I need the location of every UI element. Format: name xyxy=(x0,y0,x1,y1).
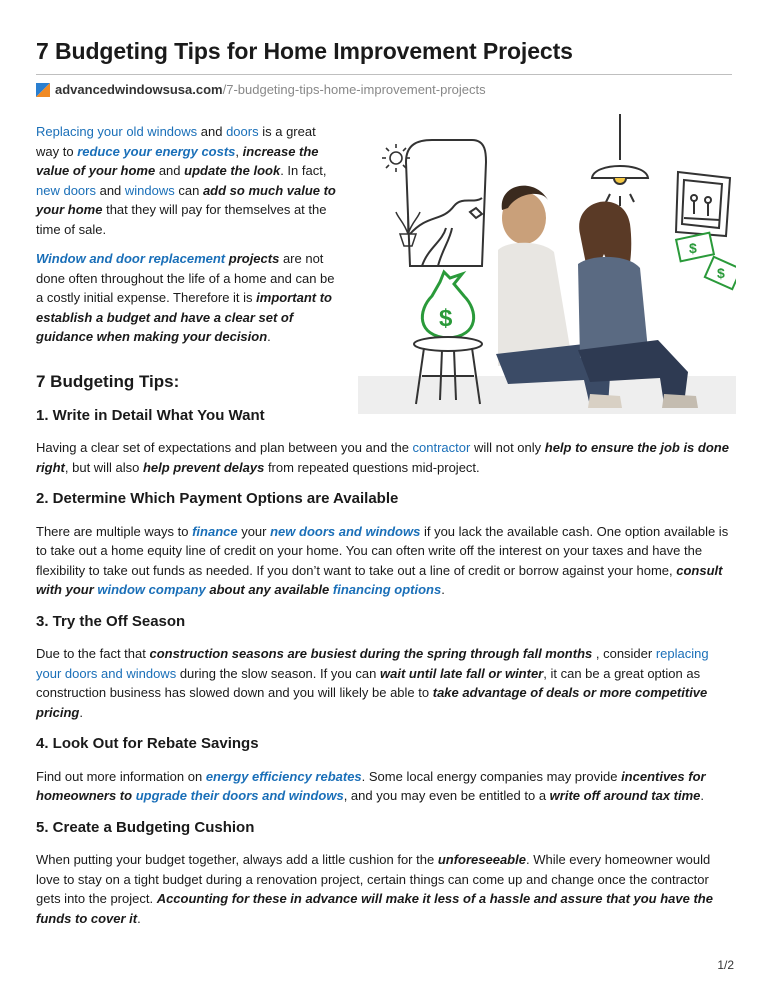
link-contractor[interactable]: contractor xyxy=(412,440,471,455)
text: during the slow season. If you can xyxy=(176,665,380,681)
couple-illustration xyxy=(358,114,736,414)
text: , and you may even be entitled to a xyxy=(343,788,550,803)
link-reduce-energy-costs[interactable]: reduce your energy costs xyxy=(77,143,236,159)
emphasis-important-budget: important to establish a budget and have a clear set of guidance when making your decision xyxy=(36,290,332,344)
tip-3-title: 3. Try the Off Season xyxy=(36,612,186,630)
title-divider xyxy=(36,74,732,75)
text: that they will pay for themselves at the time of sale. xyxy=(36,202,327,237)
tip-2-body xyxy=(36,522,732,600)
tip-3-body xyxy=(36,644,732,722)
text: , consider xyxy=(592,646,656,661)
text: are not done often throughout the life of a home and can be a costly initial expense. Therefore it is xyxy=(36,251,335,305)
text: can xyxy=(174,182,203,198)
emphasis-projects: projects xyxy=(228,251,280,266)
tip-1-title: 1. Write in Detail What You Want xyxy=(36,406,265,424)
link-new-doors-windows[interactable]: new doors and windows xyxy=(270,523,421,539)
text: if you lack the available cash. One option available is to take out a home equity line of credit on your home. You can often write off the interest on your taxes and have the flexibility to take out funds as needed. If you don’t want to take out a line of credit or borrow against your home, xyxy=(36,523,729,578)
emphasis: unforeseeable xyxy=(437,852,526,867)
emphasis: Accounting for these in advance will make it less of a hassle and assure that you have the funds to cover it xyxy=(36,891,713,926)
text: . xyxy=(267,329,271,344)
link-finance[interactable]: finance xyxy=(192,523,238,539)
text: and xyxy=(155,163,185,178)
tips-section xyxy=(36,372,732,940)
intro-paragraph-1 xyxy=(36,122,336,239)
link-window-company[interactable]: window company xyxy=(97,582,206,597)
emphasis-increase-value: increase the value of your home xyxy=(36,143,319,178)
text: . Some local energy companies may provide xyxy=(361,768,622,784)
site-logo-icon xyxy=(36,83,50,97)
link-window-door-replacement[interactable]: Window and door replacement xyxy=(36,251,226,266)
text: will not only xyxy=(470,440,545,455)
tips-heading: 7 Budgeting Tips: xyxy=(36,372,180,391)
tip-2-title: 2. Determine Which Payment Options are Available xyxy=(36,490,399,507)
link-financing-options[interactable]: financing options xyxy=(332,582,442,597)
text: is a great way to xyxy=(36,124,316,159)
tip-4-title: 4. Look Out for Rebate Savings xyxy=(36,735,259,752)
tip-1-body xyxy=(36,438,732,477)
text: . xyxy=(441,582,445,597)
text: and xyxy=(95,182,125,198)
money-bill-symbol-2: $ xyxy=(717,265,725,281)
link-new-doors[interactable]: new doors xyxy=(36,182,96,198)
source-domain[interactable]: advancedwindowsusa.com xyxy=(55,82,223,97)
page-title: 7 Budgeting Tips for Home Improvement Projects xyxy=(36,38,573,64)
emphasis: wait until late fall or winter xyxy=(380,665,544,681)
emphasis: construction seasons are busiest during the spring through fall months xyxy=(149,646,593,661)
text: When putting your budget together, always add a little cushion for the xyxy=(36,852,438,867)
emphasis-update-look: update the look xyxy=(184,163,281,178)
intro-section xyxy=(36,122,336,357)
source-url[interactable] xyxy=(36,82,486,97)
link-replacing-windows[interactable]: Replacing your old windows xyxy=(36,124,198,139)
text: . While every homeowner would love to stay on a tight budget during a renovation project, certain things can come up and change once the contractor gets into the project. xyxy=(36,852,711,906)
page-number: 1/2 xyxy=(717,958,734,972)
text: . xyxy=(700,788,705,803)
text: your xyxy=(237,523,271,539)
link-windows[interactable]: windows xyxy=(124,182,175,198)
text: . In fact, xyxy=(280,163,327,178)
text: , xyxy=(235,143,243,159)
text: from repeated questions mid-project. xyxy=(264,459,480,475)
picture-frame-icon xyxy=(676,172,730,236)
link-doors[interactable]: doors xyxy=(226,124,259,139)
link-upgrade-doors-windows[interactable]: upgrade their doors and windows xyxy=(135,788,344,803)
tip-5-title: 5. Create a Budgeting Cushion xyxy=(36,818,255,836)
text: , but will also xyxy=(64,459,143,475)
money-bag-symbol: $ xyxy=(439,305,453,332)
intro-paragraph-2 xyxy=(36,249,336,347)
text: . xyxy=(79,704,83,720)
text: , it can be a great option as construction business has slowed down and you will likely be able to xyxy=(36,665,701,700)
emphasis-add-value: add so much value to your home xyxy=(36,182,336,217)
text: There are multiple ways to xyxy=(36,523,193,539)
text: Due to the fact that xyxy=(36,646,150,661)
emphasis: write off around tax time xyxy=(549,788,701,803)
emphasis: about any available xyxy=(205,582,333,597)
emphasis: consult with your xyxy=(36,562,723,597)
text: and xyxy=(197,124,227,139)
money-bill-symbol: $ xyxy=(689,240,697,256)
source-path[interactable]: /7-budgeting-tips-home-improvement-projects xyxy=(222,82,486,97)
tip-4-body xyxy=(36,767,732,806)
link-replacing-doors-windows[interactable]: replacing your doors and windows xyxy=(36,646,709,681)
text: Having a clear set of expectations and plan between you and the xyxy=(36,440,413,455)
text: . xyxy=(137,910,141,926)
emphasis: help to ensure the job is done right xyxy=(36,440,729,475)
link-energy-efficiency-rebates[interactable]: energy efficiency rebates xyxy=(205,768,362,784)
text: Find out more information on xyxy=(36,768,206,784)
emphasis: incentives for homeowners to xyxy=(36,768,706,803)
emphasis: help prevent delays xyxy=(142,459,265,475)
tip-5-body xyxy=(36,850,732,928)
emphasis: take advantage of deals or more competitive pricing xyxy=(36,685,708,720)
